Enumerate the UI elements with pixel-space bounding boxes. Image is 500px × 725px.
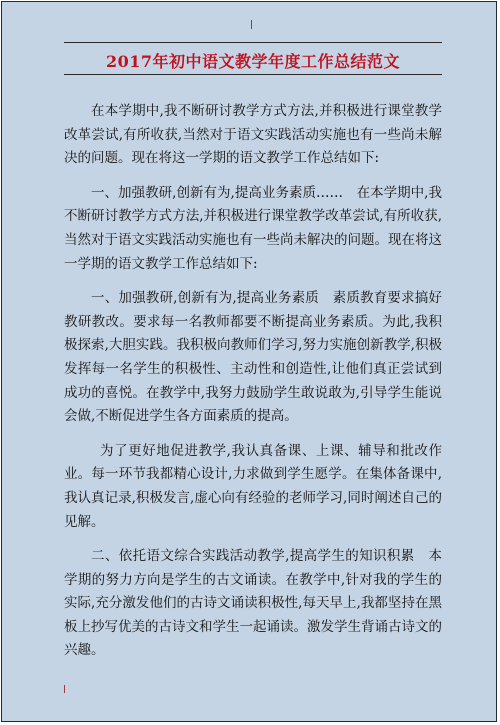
document-page — [1, 1, 497, 722]
title-bottom-rule — [64, 74, 442, 75]
title-top-rule — [64, 42, 442, 43]
paragraph-intro: 在本学期中,我不断研讨教学方式方法,并积极进行课堂教学改革尝试,有所收获,当然对于语文实践活动实施也有一些尚未解决的问题。现在将这一学期的语文教学工作总结如下: — [64, 103, 442, 167]
header-tick-mark — [251, 20, 252, 29]
paragraph-section-1-detail: 一、加强教研,创新有为,提高业务素质 素质教育要求搞好教研教改。要求每一名教师都要不断提高业务素质。为此,我积极探索,大胆实践。我积极向教师们学习,努力实施创新教学,积极发挥每一名学生的积极性、主动性和创造性,让他们真正尝试到成功的喜悦。在教学中,我努力鼓励学生敢说敢为,引导学生能说会做,不断促进学生各方面素质的提高。 — [64, 290, 442, 425]
document-body — [64, 100, 442, 674]
document-title: 2017年初中语文教学年度工作总结范文 — [105, 52, 401, 71]
paragraph-section-1-summary: 一、加强教研,创新有为,提高业务素质…… 在本学期中,我不断研讨教学方式方法,并积极进行课堂教学改革尝试,有所收获,当然对于语文实践活动实施也有一些尚未解决的问题。现在将这一学期的语文教学工作总结如下: — [64, 184, 442, 272]
footer-tick-mark — [64, 685, 65, 693]
paragraph-lesson-prep: 为了更好地促进教学,我认真备课、上课、辅导和批改作业。每一环节我都精心设计,力求做到学生愿学。在集体备课中,我认真记录,积极发言,虚心向有经验的老师学习,同时阐述自己的见解。 — [64, 442, 442, 530]
paragraph-section-2: 二、依托语文综合实践活动教学,提高学生的知识积累 本学期的努力方向是学生的古文诵读。在教学中,针对我的学生的实际,充分激发他们的古诗文诵读积极性,每天早上,我都坚持在黑板上抄写优美的古诗文和学生一起诵读。激发学生背诵古诗文的兴趣。 — [64, 548, 442, 659]
